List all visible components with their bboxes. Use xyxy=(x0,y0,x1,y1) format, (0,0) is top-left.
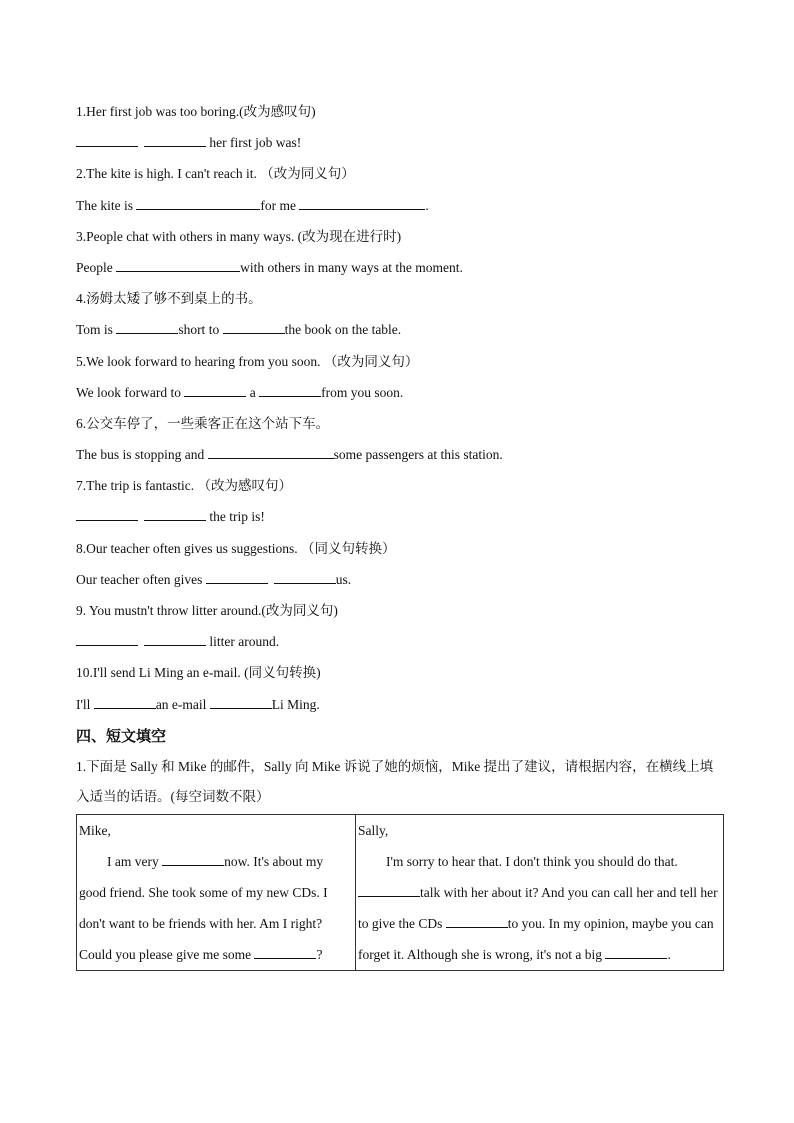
question-2-prompt: 2.The kite is high. I can't reach it. （改为同义句） xyxy=(76,166,355,182)
question-6-answer xyxy=(76,439,724,470)
answer-blank[interactable] xyxy=(76,506,138,521)
answer-text: The bus is stopping and xyxy=(76,447,208,463)
question-8-prompt: 8.Our teacher often gives us suggestions. （同义句转换） xyxy=(76,540,396,556)
answer-text: I'll xyxy=(76,696,94,712)
answer-text: litter around. xyxy=(206,634,280,650)
answer-blank[interactable] xyxy=(259,382,321,397)
question-2-answer xyxy=(76,190,724,221)
answer-blank[interactable] xyxy=(144,132,206,147)
question-3-prompt: 3.People chat with others in many ways. (改为现在进行时) xyxy=(76,228,402,244)
answer-blank[interactable] xyxy=(184,382,246,397)
answer-blank[interactable] xyxy=(116,257,240,272)
answer-blank[interactable] xyxy=(254,944,316,959)
answer-blank[interactable] xyxy=(162,851,224,866)
question-8-answer xyxy=(76,564,724,595)
question-5-prompt: 5.We look forward to hearing from you soon. （改为同义句） xyxy=(76,353,419,369)
question-7-answer xyxy=(76,501,724,532)
answer-blank[interactable] xyxy=(76,631,138,646)
answer-text: for me xyxy=(260,197,300,213)
answer-text: an e-mail xyxy=(155,696,210,712)
letter-body-left xyxy=(79,846,353,970)
letter-greeting-mike: Mike, xyxy=(79,822,111,838)
answer-text: Our teacher often gives xyxy=(76,571,206,587)
question-10-prompt: 10.I'll send Li Ming an e-mail. (同义句转换) xyxy=(76,665,321,681)
answer-blank[interactable] xyxy=(94,694,156,709)
question-4-prompt: 4.汤姆太矮了够不到桌上的书。 xyxy=(76,291,262,307)
letter-text: to you. In my opinion, maybe you can forget it. Although she is wrong, it's not a big xyxy=(358,915,714,962)
answer-text: with others in many ways at the moment. xyxy=(240,259,463,275)
question-1-prompt: 1.Her first job was too boring.(改为感叹句) xyxy=(76,104,316,119)
answer-text: We look forward to xyxy=(76,384,185,400)
answer-text: Tom is xyxy=(76,322,117,338)
answer-blank[interactable] xyxy=(206,569,268,584)
mike-letter-cell xyxy=(77,814,356,970)
question-10-answer xyxy=(76,689,724,720)
question-5-answer xyxy=(76,377,724,408)
answer-text: short to xyxy=(178,322,223,338)
question-6-prompt: 6.公交车停了，一些乘客正在这个站下车。 xyxy=(76,415,330,431)
answer-text: the trip is! xyxy=(206,509,265,525)
letter-text: talk with her about it? And you can call her and tell her to give the CDs xyxy=(358,884,718,931)
answer-text: her first job was! xyxy=(206,135,302,151)
section-4-intro: 1.下面是 Sally 和 Mike 的邮件，Sally 向 Mike 诉说了她的烦恼，Mike 提出了建议，请根据内容，在横线上填入适当的话语。(每空词数不限） xyxy=(76,758,714,804)
letters-table xyxy=(76,814,724,971)
answer-text: . xyxy=(425,197,429,213)
answer-blank[interactable] xyxy=(299,195,425,210)
answer-blank[interactable] xyxy=(144,506,206,521)
letter-text: now. It's about my good friend. She took some of my new CDs. I don't want to be friends with her. Am I right? Could you please give me some xyxy=(79,853,328,962)
answer-text: a xyxy=(246,384,260,400)
answer-text: from you soon. xyxy=(321,384,404,400)
answer-text: the book on the table. xyxy=(284,322,402,338)
answer-blank[interactable] xyxy=(223,319,285,334)
worksheet-page xyxy=(76,96,724,971)
answer-text: some passengers at this station. xyxy=(333,447,503,463)
letter-greeting-sally: Sally, xyxy=(358,822,389,838)
answer-blank[interactable] xyxy=(274,569,336,584)
letter-text: I am very xyxy=(107,853,163,869)
question-4-answer xyxy=(76,314,724,345)
answer-blank[interactable] xyxy=(605,944,667,959)
answer-blank[interactable] xyxy=(358,882,420,897)
answer-text: Li Ming. xyxy=(271,696,320,712)
answer-blank[interactable] xyxy=(76,132,138,147)
answer-text: People xyxy=(76,259,117,275)
question-9-answer xyxy=(76,626,724,657)
question-3-answer xyxy=(76,252,724,283)
answer-blank[interactable] xyxy=(136,195,260,210)
answer-blank[interactable] xyxy=(210,694,272,709)
answer-blank[interactable] xyxy=(116,319,178,334)
answer-blank[interactable] xyxy=(446,913,508,928)
sally-letter-cell xyxy=(356,814,724,970)
answer-text: The kite is xyxy=(76,197,137,213)
answer-blank[interactable] xyxy=(144,631,206,646)
letter-text: ? xyxy=(316,946,323,962)
letter-text: . xyxy=(667,946,671,962)
question-7-prompt: 7.The trip is fantastic. （改为感叹句） xyxy=(76,478,292,494)
answer-blank[interactable] xyxy=(208,444,334,459)
question-9-prompt: 9. You mustn't throw litter around.(改为同义句) xyxy=(76,603,338,618)
section-4-title: 四、短文填空 xyxy=(76,726,167,745)
question-1-answer xyxy=(76,127,724,158)
answer-text: us. xyxy=(335,571,352,587)
letter-text: I'm sorry to hear that. I don't think you should do that. xyxy=(386,853,678,869)
letter-body-right xyxy=(358,846,721,970)
